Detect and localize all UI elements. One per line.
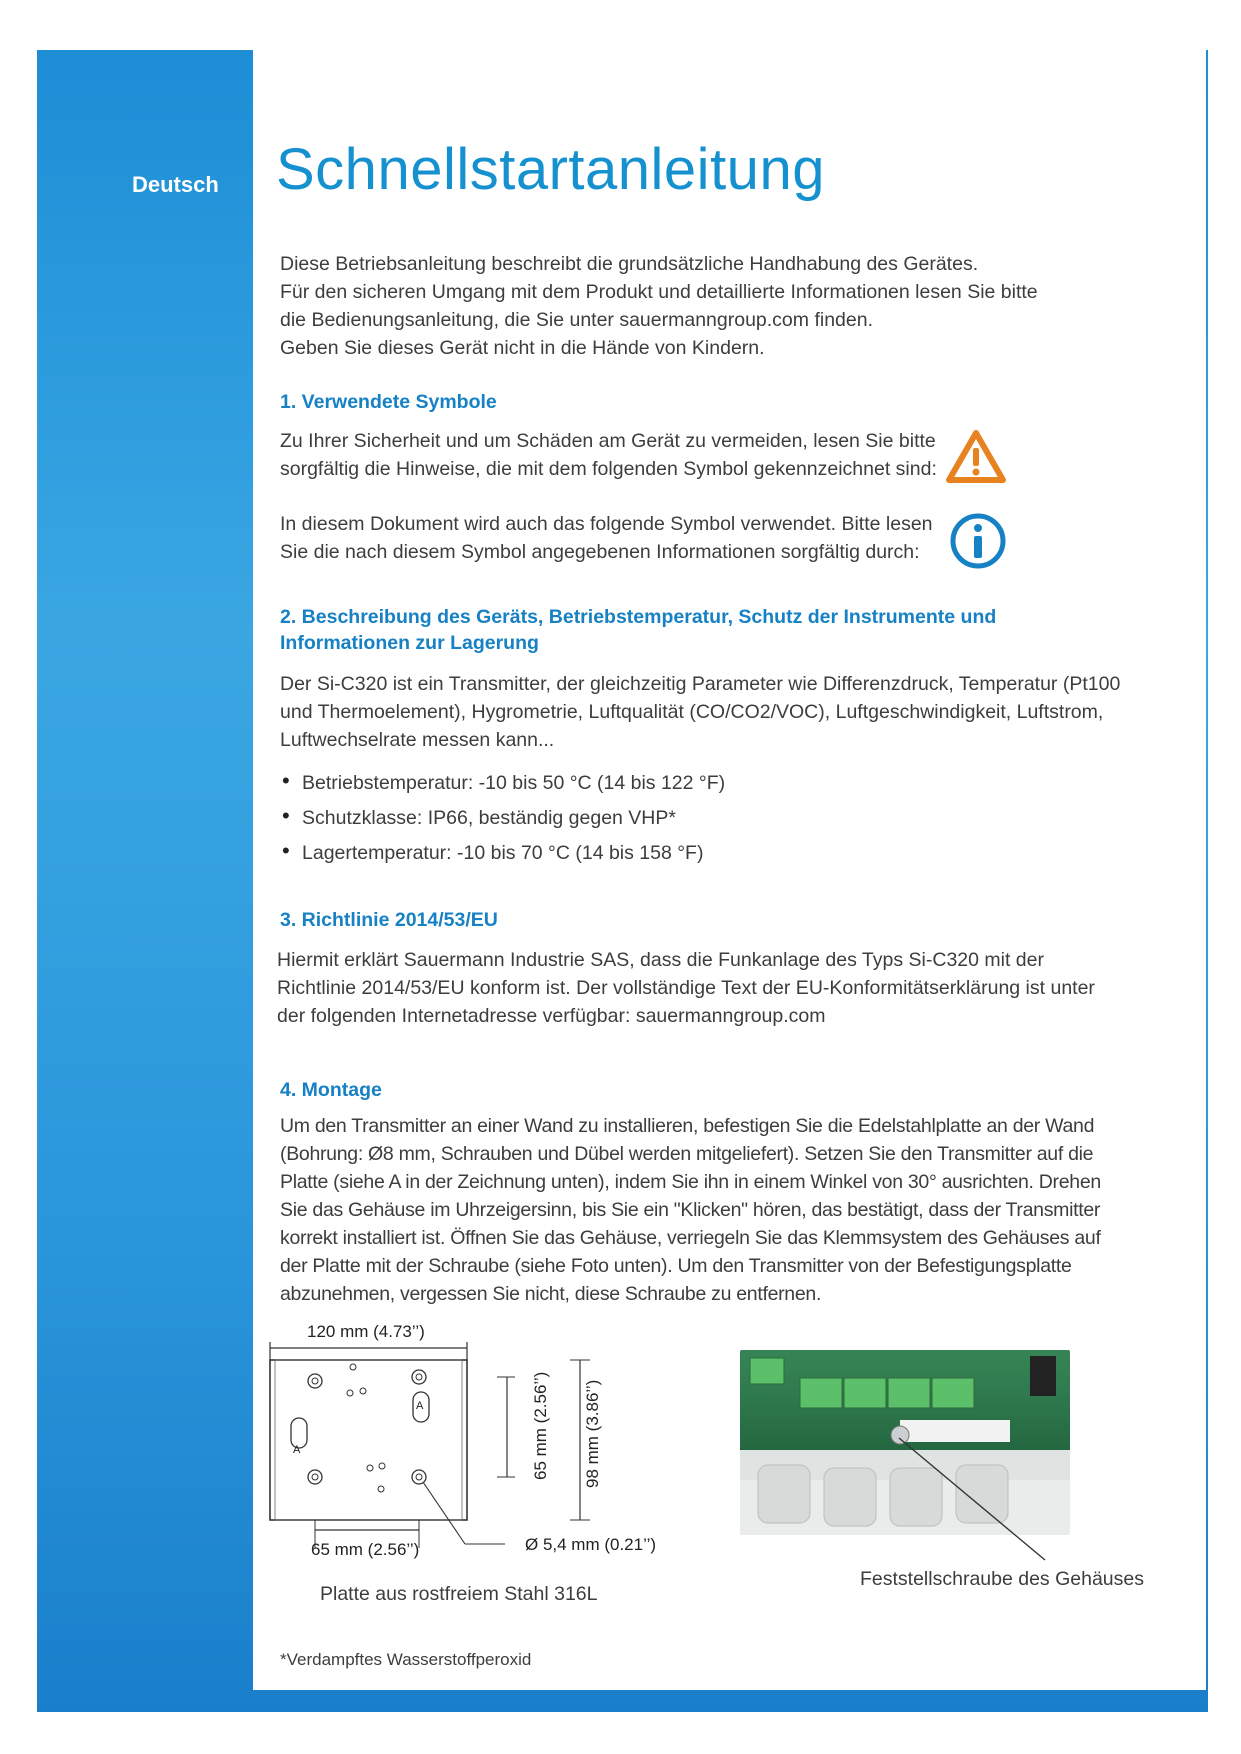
plate-outline [270,1360,467,1520]
outer-height-label: 98 mm (3.86’’) [583,1379,602,1488]
intro-line: Für den sicheren Umgang mit dem Produkt und detaillierte Informationen lesen Sie bitte [280,281,1038,303]
intro-line: Diese Betriebsanleitung beschreibt die grundsätzliche Handhabung des Gerätes. [280,253,979,275]
section4-paragraph [280,1112,1101,1308]
marker-a: A [416,1400,424,1412]
inner-height-label: 65 mm (2.56’’) [531,1371,550,1480]
footnote: *Verdampftes Wasserstoffperoxid [280,1650,532,1669]
mounting-hole [308,1470,322,1484]
section4-line: (Bohrung: Ø8 mm, Schrauben und Dübel werden mitgeliefert). Setzen Sie den Transmitter auf die [280,1143,1094,1165]
page-title: Schnellstartanleitung [276,137,825,202]
bottom-dimension-label: 65 mm (2.56’’) [311,1540,420,1559]
section2-paragraph [280,670,1120,754]
section4-line: der Platte mit der Schraube (siehe Foto unten). Um den Transmitter von der Befestigungsplatte [280,1255,1072,1277]
intro-line: die Bedienungsanleitung, die Sie unter sauermanngroup.com finden. [280,309,873,331]
width-dimension-label: 120 mm (4.73’’) [307,1322,425,1341]
hole-diameter-label: Ø 5,4 mm (0.21’’) [525,1535,657,1554]
info-paragraph [280,510,933,566]
plate-caption: Platte aus rostfreiem Stahl 316L [320,1583,598,1605]
section2-line: Luftwechselrate messen kann... [280,729,555,751]
section4-line: Um den Transmitter an einer Wand zu installieren, befestigen Sie die Edelstahlplatte an der Wand [280,1115,1095,1137]
list-item: • Schutzklasse: IP66, beständig gegen VHP* [280,805,725,840]
intro-line: Geben Sie dieses Gerät nicht in die Hände von Kindern. [280,337,765,359]
info-circle-icon [948,511,1008,571]
section4-line: korrekt installiert ist. Öffnen Sie das Gehäuse, verriegeln Sie das Klemmsystem des Gehäuses auf [280,1227,1101,1249]
warning-paragraph [280,427,937,483]
mounting-hole [412,1370,426,1384]
list-item: • Betriebstemperatur: -10 bis 50 °C (14 bis 122 °F) [280,770,725,805]
warning-triangle-icon [944,428,1008,486]
screw-leader-line [895,1430,1055,1570]
section3-line: der folgenden Internetadresse verfügbar: sauermanngroup.com [277,1005,826,1027]
warning-line: sorgfältig die Hinweise, die mit dem folgenden Symbol gekennzeichnet sind: [280,458,937,480]
section2-line: und Thermoelement), Hygrometrie, Luftqualität (CO/CO2/VOC), Luftgeschwindigkeit, Luftstrom, [280,701,1104,723]
section3-heading: 3. Richtlinie 2014/53/EU [280,909,498,931]
language-label: Deutsch [132,172,219,197]
warning-line: Zu Ihrer Sicherheit und um Schäden am Gerät zu vermeiden, lesen Sie bitte [280,430,936,452]
info-line: Sie die nach diesem Symbol angegebenen Informationen sorgfältig durch: [280,541,920,563]
section2-heading-line: Informationen zur Lagerung [280,632,539,654]
list-item: • Lagertemperatur: -10 bis 70 °C (14 bis 158 °F) [280,840,725,875]
section4-line: Sie das Gehäuse im Uhrzeigersinn, bis Sie ein "Klicken" hören, das bestätigt, dass der Transmitter [280,1199,1101,1221]
marker-a: A [293,1444,301,1456]
section1-heading: 1. Verwendete Symbole [280,391,497,413]
section3-line: Hiermit erklärt Sauermann Industrie SAS, dass die Funkanlage des Typs Si-C320 mit der [277,949,1044,971]
intro-paragraph [280,250,1038,362]
mounting-plate-drawing [265,1320,685,1570]
screw-caption: Feststellschraube des Gehäuses [860,1568,1144,1590]
section2-heading [280,604,996,656]
mounting-hole [412,1470,426,1484]
section2-line: Der Si-C320 ist ein Transmitter, der gleichzeitig Parameter wie Differenzdruck, Temperatur (Pt100 [280,673,1121,695]
section4-line: Platte (siehe A in der Zeichnung unten), indem Sie ihn in einem Winkel von 30° ausrichten. Drehen [280,1171,1101,1193]
section3-line: Richtlinie 2014/53/EU konform ist. Der vollständige Text der EU-Konformitätserklärung ist unter [277,977,1095,999]
info-line: In diesem Dokument wird auch das folgende Symbol verwendet. Bitte lesen [280,513,933,535]
mounting-hole [308,1374,322,1388]
section4-heading: 4. Montage [280,1079,382,1101]
spec-list [280,770,725,875]
section2-heading-line: 2. Beschreibung des Geräts, Betriebstemperatur, Schutz der Instrumente und [280,606,997,628]
section4-line: abzunehmen, vergessen Sie nicht, diese Schraube zu entfernen. [280,1283,822,1305]
section3-paragraph [277,946,1095,1030]
